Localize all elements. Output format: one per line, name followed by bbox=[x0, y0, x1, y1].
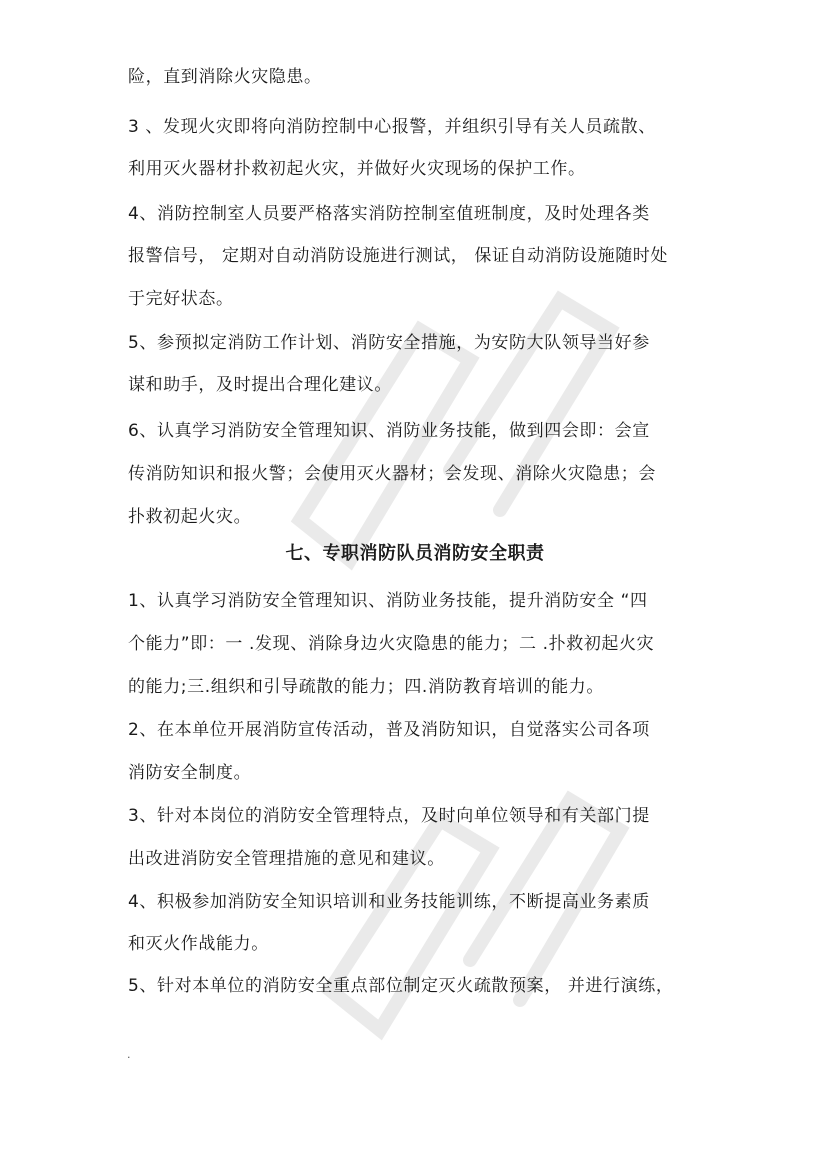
text-line: 个能力”即：一 .发现、消除身边火灾隐患的能力；二 .扑救初起火灾 bbox=[128, 634, 655, 654]
text-line: 5、针对本单位的消防安全重点部位制定灭火疏散预案， 并进行演练， bbox=[128, 976, 674, 996]
text-line: 5、参预拟定消防工作计划、消防安全措施，为安防大队领导当好参 bbox=[128, 333, 650, 353]
text-line: 利用灭火器材扑救初起火灾，并做好火灾现场的保护工作。 bbox=[128, 159, 586, 179]
text-line: 险，直到消除火灾隐患。 bbox=[128, 67, 322, 87]
text-line: 3 、发现火灾即将向消防控制中心报警，并组织引导有关人员疏散、 bbox=[128, 117, 656, 137]
text-line: 2、在本单位开展消防宣传活动，普及消防知识，自觉落实公司各项 bbox=[128, 720, 650, 740]
text-line: 的能力;三.组织和引导疏散的能力；四.消防教育培训的能力。 bbox=[128, 677, 604, 697]
text-line: 4、积极参加消防安全知识培训和业务技能训练，不断提高业务素质 bbox=[128, 892, 650, 912]
text-line: 于完好状态。 bbox=[128, 289, 234, 309]
text-line: 4、消防控制室人员要严格落实消防控制室值班制度，及时处理各类 bbox=[128, 204, 650, 224]
text-line: 消防安全制度。 bbox=[128, 763, 252, 783]
text-line: 传消防知识和报火警；会使用灭火器材；会发现、消除火灾隐患；会 bbox=[128, 464, 656, 484]
text-line: 出改进消防安全管理措施的意见和建议。 bbox=[128, 849, 445, 869]
text-line: 和灭火作战能力。 bbox=[128, 934, 269, 954]
text-line: 1、认真学习消防安全管理知识、消防业务技能，提升消防安全 “四 bbox=[128, 591, 648, 611]
text-line: 报警信号， 定期对自动消防设施进行测试， 保证自动消防设施随时处 bbox=[128, 246, 669, 266]
footer-mark: . bbox=[127, 1048, 131, 1061]
text-line: 扑救初起火灾。 bbox=[128, 507, 252, 527]
text-line: 6、认真学习消防安全管理知识、消防业务技能，做到四会即：会宣 bbox=[128, 421, 650, 441]
section-heading: 七、专职消防队员消防安全职责 bbox=[285, 543, 545, 564]
text-line: 3、针对本岗位的消防安全管理特点，及时向单位领导和有关部门提 bbox=[128, 806, 650, 826]
text-line: 谋和助手，及时提出合理化建议。 bbox=[128, 375, 392, 395]
